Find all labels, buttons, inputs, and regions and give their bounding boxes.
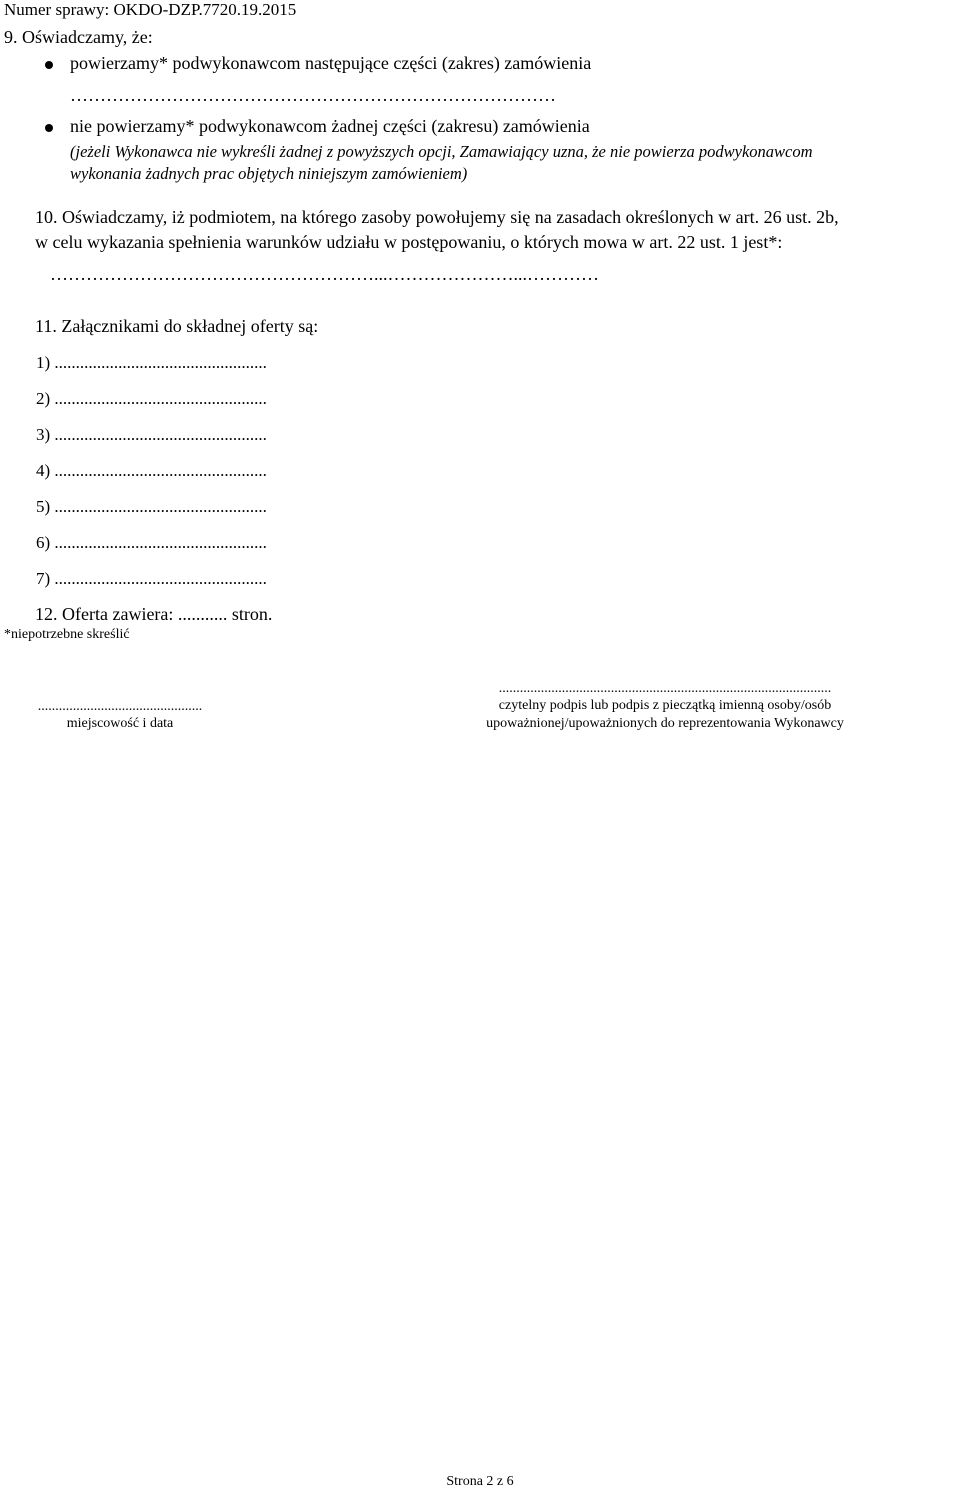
place-date-label: miejscowość i data bbox=[66, 716, 174, 731]
attachment-item: 6) .................................................. bbox=[36, 533, 267, 552]
signature-dots: ............................................................................................... bbox=[498, 681, 832, 696]
signature-label-line1: czytelny podpis lub podpis z pieczątką imienną osoby/osób bbox=[498, 698, 832, 713]
attachment-item: 4) .................................................. bbox=[36, 461, 267, 480]
bullet-icon bbox=[45, 124, 53, 132]
section-10-line1: 10. Oświadczamy, iż podmiotem, na którego zasoby powołujemy się na zasadach określonych w art. 26 ust. 2b, bbox=[35, 207, 839, 227]
signature-label-line2: upoważnionej/upoważnionych do reprezentowania Wykonawcy bbox=[486, 716, 844, 731]
section-10-line2: w celu wykazania spełnienia warunków udziału w postępowaniu, o których mowa w art. 22 ust. 1 jest*: bbox=[35, 232, 783, 252]
section-9-heading: 9. Oświadczamy, że: bbox=[4, 27, 153, 47]
subcontract-note-line1: (jeżeli Wykonawca nie wykreśli żadnej z powyższych opcji, Zamawiający uzna, że nie powierza podwykonawcom bbox=[70, 142, 813, 161]
case-number: Numer sprawy: OKDO-DZP.7720.19.2015 bbox=[4, 0, 297, 19]
section-12-pages: 12. Oferta zawiera: ........... stron. bbox=[35, 604, 273, 624]
attachment-item: 2) .................................................. bbox=[36, 389, 267, 408]
section-10-dots: ………………………………………………...…………………...………… bbox=[50, 264, 599, 284]
attachment-item: 7) .................................................. bbox=[36, 569, 267, 588]
place-date-dots: ............................................... bbox=[37, 699, 203, 714]
attachment-item: 3) .................................................. bbox=[36, 425, 267, 444]
subcontract-note-line2: wykonania żadnych prac objętych niniejszym zamówieniem) bbox=[70, 164, 468, 183]
section-11-heading: 11. Załącznikami do składnej oferty są: bbox=[35, 316, 319, 336]
attachment-item: 5) .................................................. bbox=[36, 497, 267, 516]
page-number: Strona 2 z 6 bbox=[446, 1474, 514, 1489]
footnote: *niepotrzebne skreślić bbox=[4, 627, 130, 642]
option-subcontract: powierzamy* podwykonawcom następujące części (zakres) zamówienia bbox=[70, 53, 592, 73]
option-no-subcontract: nie powierzamy* podwykonawcom żadnej części (zakresu) zamówienia bbox=[70, 116, 590, 136]
attachment-item: 1) .................................................. bbox=[36, 353, 267, 372]
bullet-icon bbox=[45, 61, 53, 69]
subcontract-scope-dots: ……………………………………………………………………… bbox=[70, 85, 556, 105]
